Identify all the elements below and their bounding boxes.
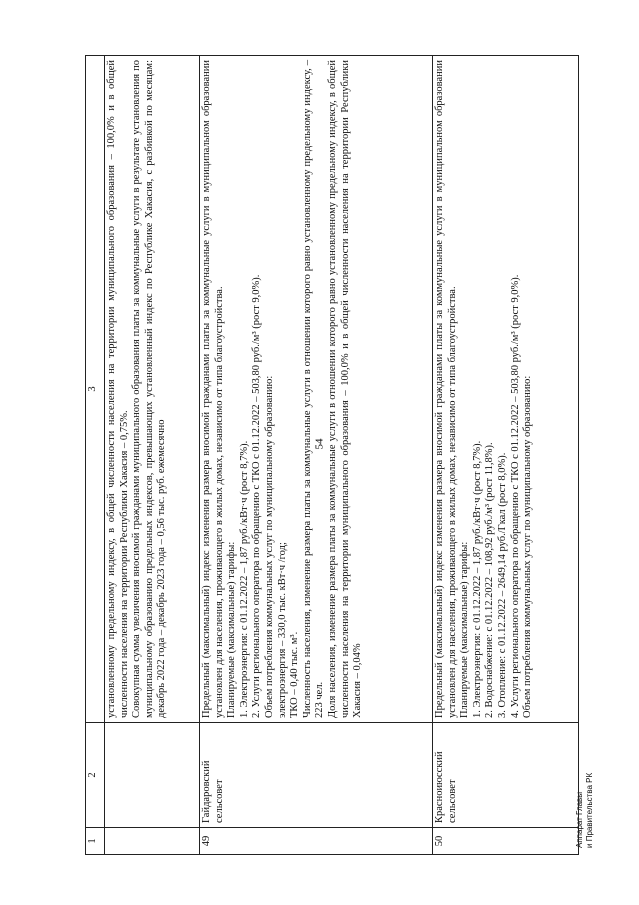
description-line: Доля населения, изменение размера платы за коммунальные услуги в отношении которого равно установленному предельному индексу, в общей численности населения на территории муниципального образования – 100,0% и в общей численности населения на территории Республики Хакасия – 0,04% <box>326 60 364 718</box>
municipality-name <box>105 723 200 828</box>
description-line: Предельный (максимальный) индекс изменения размера вносимой гражданами платы за коммунальные услуги в муниципальном образовании установлен для населения, проживающего в жилых домах, независимо от типа благоустройства. <box>201 60 225 718</box>
description-line: 1. Электроэнергия: с 01.12.2022 – 1,87 руб./кВт·ч (рост 8,7%). <box>238 440 250 718</box>
description-line: Объем потребления коммунальных услуг по муниципальному образованию: <box>522 375 534 718</box>
row-number: 50 <box>433 828 579 855</box>
header-col-2: 2 <box>86 723 105 828</box>
row-number: 49 <box>200 828 433 855</box>
row-description <box>105 56 200 723</box>
row-description <box>433 56 579 723</box>
rotated-table-container <box>85 55 585 855</box>
description-line: Планируемые (максимальные) тарифы: <box>459 541 471 718</box>
header-col-1: 1 <box>86 828 105 855</box>
tariff-table <box>85 55 579 855</box>
description-line: ТКО – 0,40 тыс. м³. <box>289 631 301 718</box>
description-line: 2. Услуги регионального оператора по обращению с ТКО с 01.12.2022 – 503,80 руб./м³ (рост 9,0%). <box>251 274 263 718</box>
municipality-name: Гайдаровский сельсовет <box>200 723 433 828</box>
description-line: Численность населения, изменение размера платы за коммунальные услуги в отношении которого равно установленному предельному индексу, – 223 чел. <box>301 60 326 718</box>
header-col-3: 3 <box>86 56 105 723</box>
page-number: 54 <box>313 438 326 450</box>
row-description <box>200 56 433 723</box>
description-line: электроэнергия – 330,0 тыс. кВт·ч /год; <box>276 542 288 718</box>
stamp-line-1: Аппарат Главы <box>575 791 584 848</box>
municipality-name: Красноиюсский сельсовет <box>433 723 579 828</box>
row-number <box>105 828 200 855</box>
table-row <box>105 56 200 855</box>
description-line: 3. Отопление: с 01.12.2022 – 2649,14 руб./Гкал (рост 8,0%). <box>496 452 508 718</box>
description-line: Объем потребления коммунальных услуг по муниципальному образованию: <box>263 375 275 718</box>
description-line: установленному предельному индексу, в общей численности населения на территории муниципального образования – 100,0% и в общей численности населения на территории Республики Хакасия – 0,75%. <box>106 60 130 718</box>
table-row <box>433 56 579 855</box>
table-row <box>200 56 433 855</box>
description-line: 4. Услуги регионального оператора по обращению с ТКО с 01.12.2022 – 503,80 руб./м³ (рост 9,0%). <box>509 274 521 718</box>
description-line: 1. Электроэнергия: с 01.12.2022 – 1,87 руб./кВт·ч (рост 8,7%). <box>471 440 483 718</box>
description-line: Совокупная сумма увеличения вносимой гражданами муниципального образования платы за коммунальные услуги в результате установления по муниципальному образованию предельных индексов, превышающих установленный индекс по Республике Хакасия, с разбивкой по месяцам: декабрь 2022 года – декабрь 2023 года – 0,56 тыс. руб. ежемесячно <box>131 60 168 718</box>
description-line: Планируемые (максимальные) тарифы: <box>226 541 238 718</box>
description-line: 2. Водоснабжение: с 01.12.2022 – 108,92 руб./м³ (рост 11,8%). <box>484 442 496 718</box>
stamp-line-2: и Правительства РК <box>585 772 594 848</box>
table-header-row <box>86 56 105 855</box>
description-line: Предельный (максимальный) индекс изменения размера вносимой гражданами платы за коммунальные услуги в муниципальном образовании установлен для населения, проживающего в жилых домах, независимо от типа благоустройства. <box>434 60 458 718</box>
